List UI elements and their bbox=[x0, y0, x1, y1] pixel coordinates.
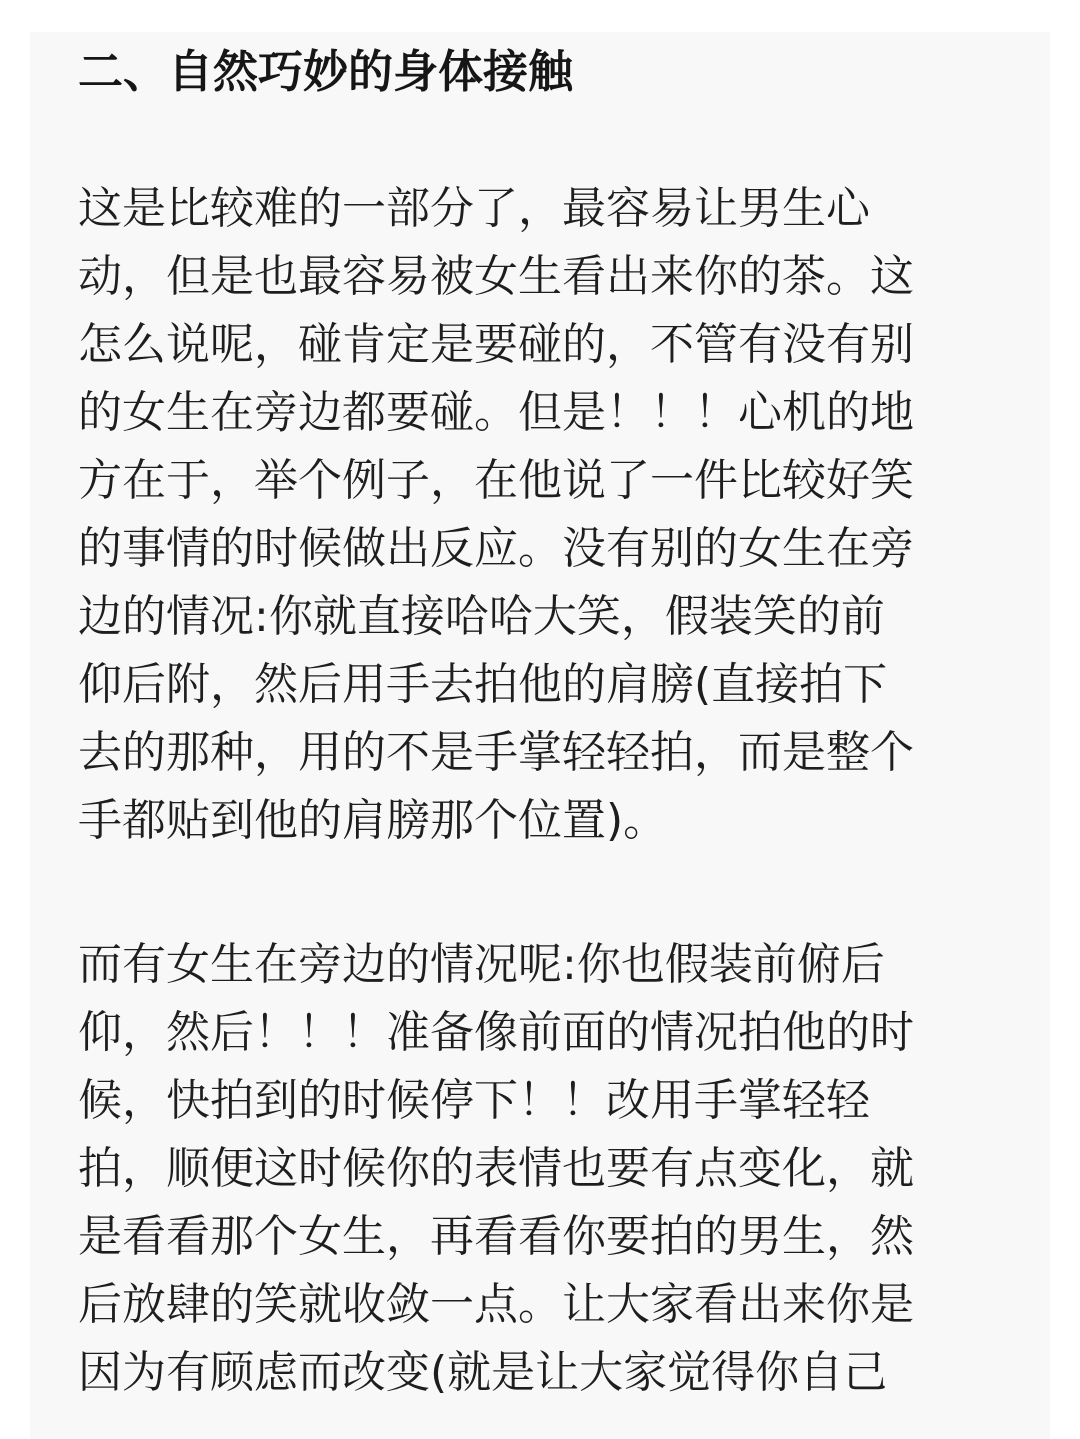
text-line: 候，快拍到的时候停下！！改用手掌轻轻 bbox=[78, 1075, 870, 1126]
text-line: 拍，顺便这时候你的表情也要有点变化，就 bbox=[78, 1143, 914, 1194]
paragraph-2 bbox=[78, 931, 914, 1407]
text-line: 边的情况:你就直接哈哈大笑，假装笑的前 bbox=[78, 591, 885, 642]
text-line: 是看看那个女生，再看看你要拍的男生，然 bbox=[78, 1211, 914, 1262]
section-heading: 二、自然巧妙的身体接触 bbox=[78, 45, 574, 98]
text-line: 动，但是也最容易被女生看出来你的茶。这 bbox=[78, 251, 914, 302]
text-line: 仰，然后！！！准备像前面的情况拍他的时 bbox=[78, 1007, 914, 1058]
text-line: 的事情的时候做出反应。没有别的女生在旁 bbox=[78, 523, 914, 574]
text-line: 方在于，举个例子，在他说了一件比较好笑 bbox=[78, 455, 914, 506]
text-line: 这是比较难的一部分了，最容易让男生心 bbox=[78, 183, 870, 234]
text-line: 的女生在旁边都要碰。但是！！！心机的地 bbox=[78, 387, 914, 438]
text-line: 后放肆的笑就收敛一点。让大家看出来你是 bbox=[78, 1279, 914, 1330]
text-line: 仰后附，然后用手去拍他的肩膀(直接拍下 bbox=[78, 659, 888, 710]
paragraph-1 bbox=[78, 175, 914, 855]
text-line: 怎么说呢，碰肯定是要碰的，不管有没有别 bbox=[78, 319, 914, 370]
text-line: 去的那种，用的不是手掌轻轻拍，而是整个 bbox=[78, 727, 914, 778]
text-line: 手都贴到他的肩膀那个位置)。 bbox=[78, 795, 668, 846]
text-line: 因为有顾虑而改变(就是让大家觉得你自己 bbox=[78, 1347, 888, 1398]
text-line: 而有女生在旁边的情况呢:你也假装前俯后 bbox=[78, 939, 885, 990]
